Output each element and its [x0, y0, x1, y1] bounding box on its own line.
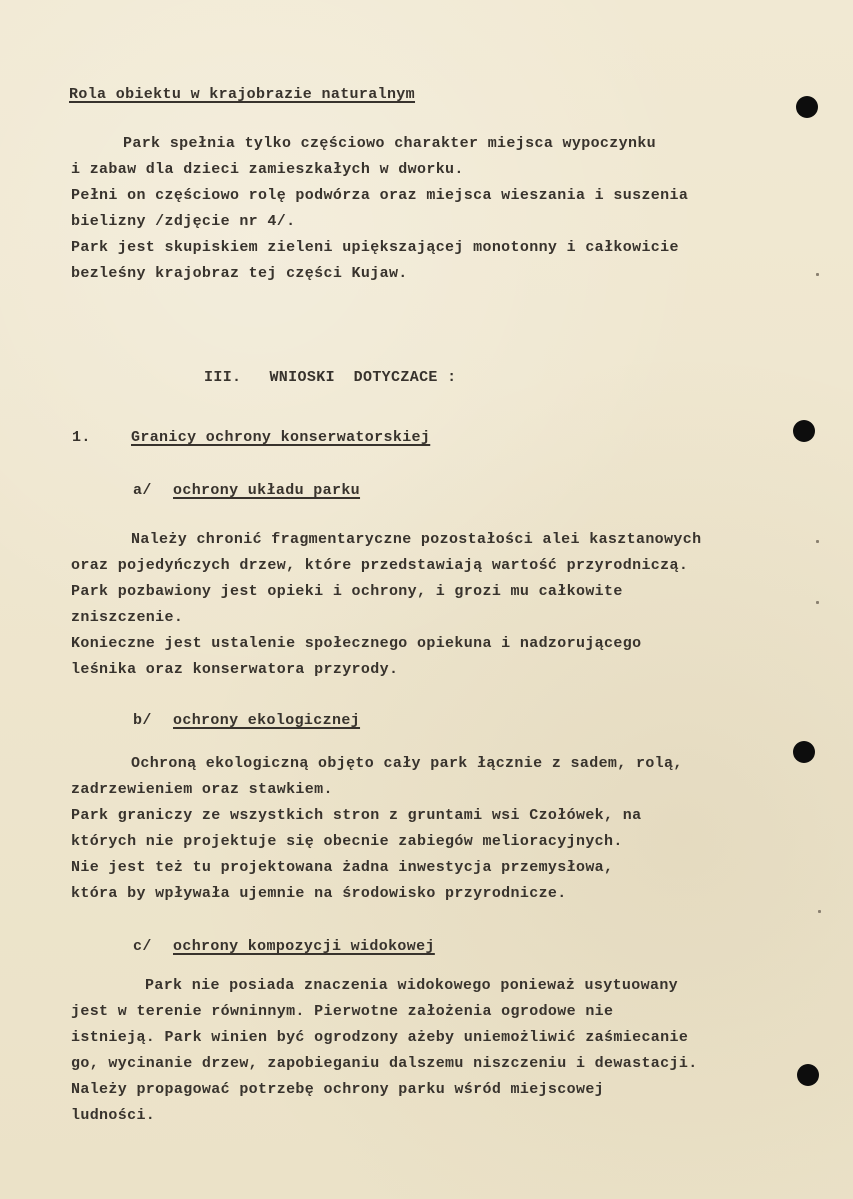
margin-mark — [816, 540, 819, 543]
paragraph-line: Park nie posiada znaczenia widokowego ponieważ usytuowany — [145, 977, 679, 994]
paragraph-line: która by wpływała ujemnie na środowisko przyrodnicze. — [71, 885, 567, 902]
punch-hole — [797, 1064, 819, 1086]
subsection-title: ochrony układu parku — [173, 482, 361, 499]
paragraph-line: zadrzewieniem oraz stawkiem. — [71, 781, 333, 798]
intro-line: Park spełnia tylko częściowo charakter miejsca wypoczynku — [123, 135, 657, 152]
paragraph-line: Należy propagować potrzebę ochrony parku wśród miejscowej — [71, 1081, 605, 1098]
punch-hole — [793, 420, 815, 442]
paragraph-line: Należy chronić fragmentaryczne pozostałości alei kasztanowych — [131, 531, 702, 548]
paragraph-line: Nie jest też tu projektowana żadna inwestycja przemysłowa, — [71, 859, 614, 876]
intro-line: bielizny /zdjęcie nr 4/. — [71, 213, 296, 230]
paragraph-line: oraz pojedyńczych drzew, które przedstawiają wartość przyrodniczą. — [71, 557, 689, 574]
intro-line: i zabaw dla dzieci zamieszkałych w dworku. — [71, 161, 464, 178]
paragraph-line: leśnika oraz konserwatora przyrody. — [71, 661, 399, 678]
chapter-heading: III. WNIOSKI DOTYCZACE : — [204, 369, 457, 386]
margin-mark — [816, 601, 819, 604]
paragraph-line: jest w terenie równinnym. Pierwotne założenia ogrodowe nie — [71, 1003, 614, 1020]
section-title: Rola obiektu w krajobrazie naturalnym — [69, 86, 416, 103]
paragraph-line: Park pozbawiony jest opieki i ochrony, i grozi mu całkowite — [71, 583, 623, 600]
point-number: 1. — [72, 429, 91, 446]
paragraph-line: Konieczne jest ustalenie społecznego opiekuna i nadzorującego — [71, 635, 642, 652]
subsection-letter: a/ — [133, 482, 152, 499]
paragraph-line: istnieją. Park winien być ogrodzony ażeby uniemożliwić zaśmiecanie — [71, 1029, 689, 1046]
margin-mark — [818, 910, 821, 913]
point-title: Granicy ochrony konserwatorskiej — [131, 429, 431, 446]
punch-hole — [796, 96, 818, 118]
paragraph-line: ludności. — [71, 1107, 156, 1124]
subsection-title: ochrony kompozycji widokowej — [173, 938, 435, 955]
paragraph-line: Ochroną ekologiczną objęto cały park łącznie z sadem, rolą, — [131, 755, 683, 772]
subsection-letter: c/ — [133, 938, 152, 955]
punch-hole — [793, 741, 815, 763]
intro-line: Pełni on częściowo rolę podwórza oraz miejsca wieszania i suszenia — [71, 187, 689, 204]
intro-line: bezleśny krajobraz tej części Kujaw. — [71, 265, 408, 282]
intro-line: Park jest skupiskiem zieleni upiększającej monotonny i całkowicie — [71, 239, 679, 256]
paragraph-line: Park graniczy ze wszystkich stron z gruntami wsi Czołówek, na — [71, 807, 642, 824]
paragraph-line: zniszczenie. — [71, 609, 184, 626]
margin-mark — [816, 273, 819, 276]
subsection-letter: b/ — [133, 712, 152, 729]
subsection-title: ochrony ekologicznej — [173, 712, 361, 729]
paragraph-line: go, wycinanie drzew, zapobieganiu dalszemu niszczeniu i dewastacji. — [71, 1055, 698, 1072]
paragraph-line: których nie projektuje się obecnie zabiegów melioracyjnych. — [71, 833, 623, 850]
